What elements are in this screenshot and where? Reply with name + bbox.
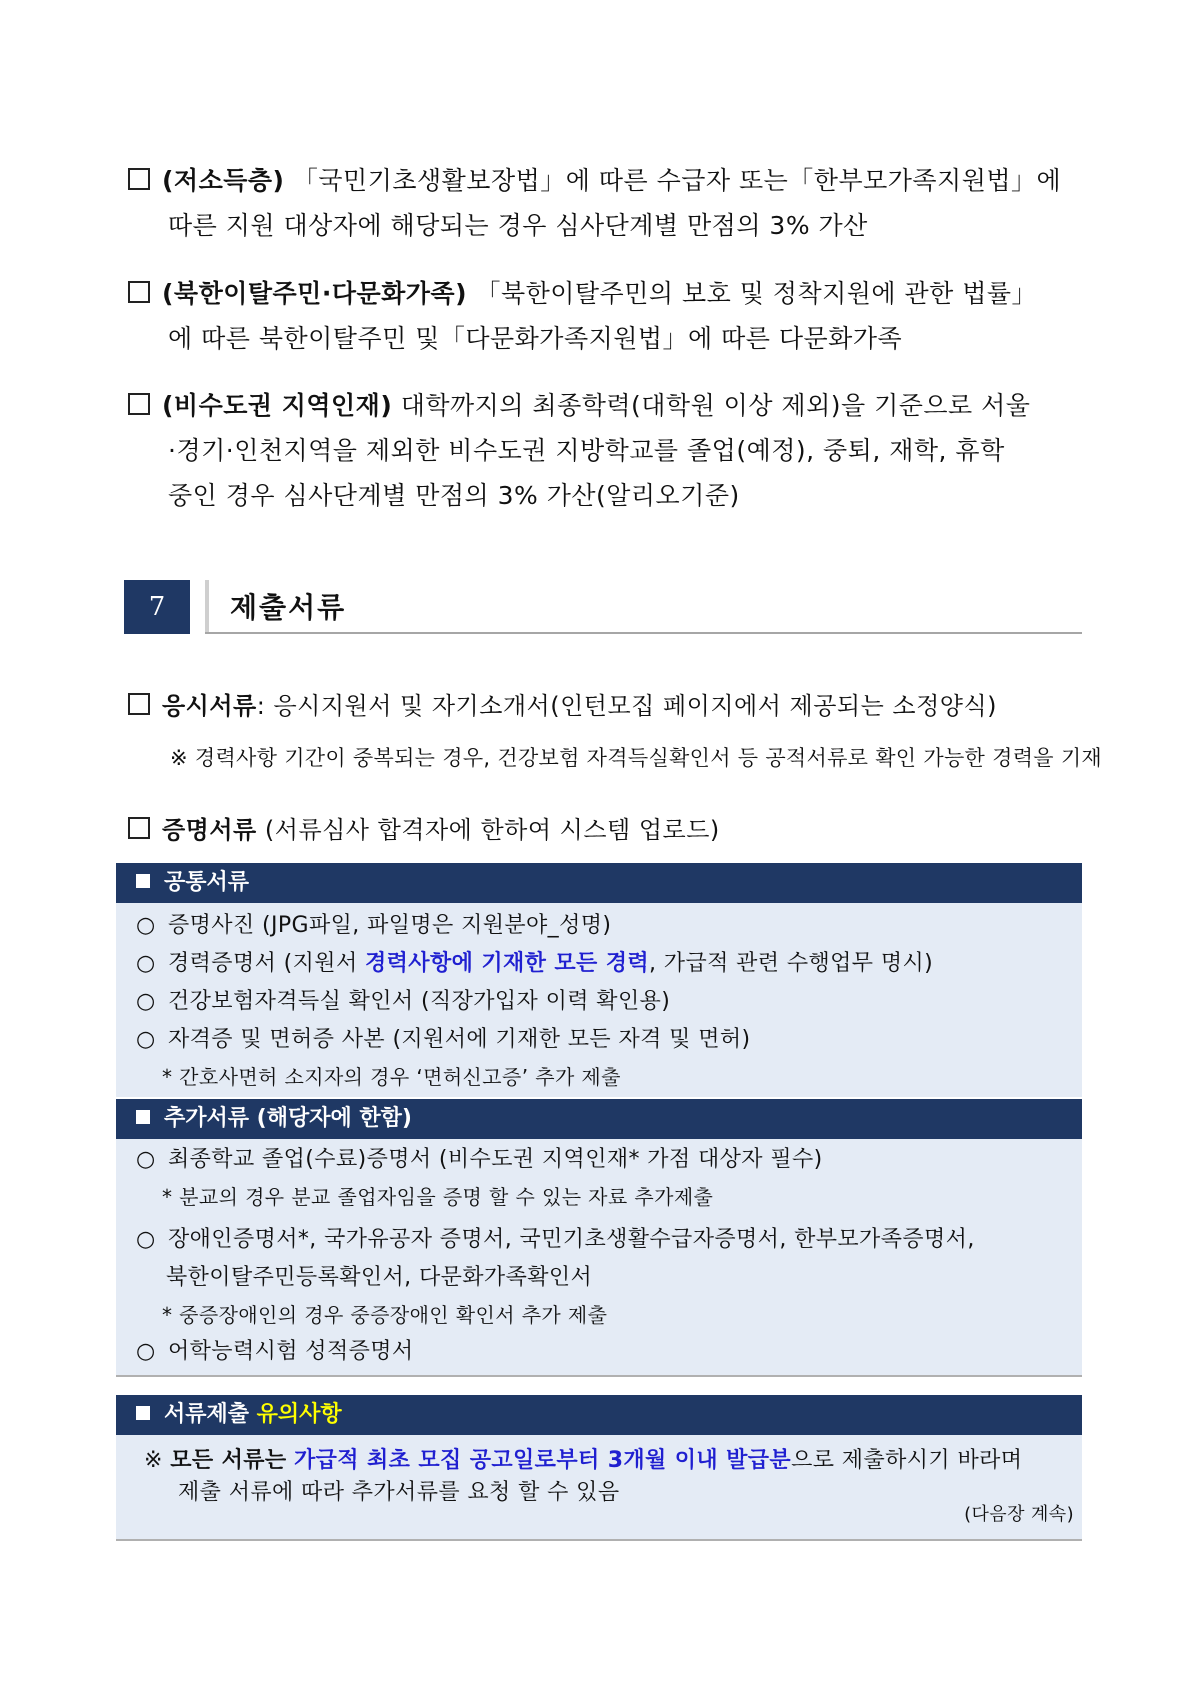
item-label: (저소득층) (162, 166, 285, 195)
item-low-income (128, 158, 1080, 248)
item-text: ·경기·인천지역을 제외한 비수도권 지방학교를 졸업(예정), 중퇴, 재학, 휴학 (168, 436, 1005, 465)
section-heading (124, 580, 1082, 634)
list-item-continued: 북한이탈주민등록확인서, 다문화가족확인서 (166, 1265, 593, 1290)
circle-bullet-icon: ○ (136, 1227, 156, 1252)
square-bullet-icon (136, 1406, 150, 1420)
circle-bullet-icon: ○ (136, 913, 156, 938)
caution-header: 서류제출 유의사항 (116, 1395, 1082, 1435)
circle-bullet-icon: ○ (136, 1027, 156, 1052)
checkbox-icon (128, 168, 150, 190)
continued-note: (다음장 계속) (964, 1504, 1074, 1525)
circle-bullet-icon: ○ (136, 951, 156, 976)
footnote: * 분교의 경우 분교 졸업자임을 증명 할 수 있는 자료 추가제출 (162, 1185, 714, 1209)
item-text: 따른 지원 대상자에 해당되는 경우 심사단계별 만점의 3% 가산 (168, 211, 868, 240)
extra-docs-header: 추가서류 (해당자에 한함) (116, 1099, 1082, 1139)
caution-line-1: ※ 모든 서류는 가급적 최초 모집 공고일로부터 3개월 이내 발급분으로 제출하시기 바라며 (144, 1448, 1023, 1473)
square-bullet-icon (136, 874, 150, 888)
exam-docs-note: ※ 경력사항 기간이 중복되는 경우, 건강보험 자격득실확인서 등 공적서류로 확인 가능한 경력을 기재 (170, 746, 1103, 770)
section-divider (205, 580, 209, 634)
exam-docs (128, 684, 1080, 729)
item-label: (북한이탈주민·다문화가족) (162, 279, 467, 308)
list-item-career: ○ 경력증명서 (지원서 경력사항에 기재한 모든 경력, 가급적 관련 수행업무 명시) (116, 945, 1082, 983)
common-docs-header: 공통서류 (116, 863, 1082, 903)
item-text: 「국민기초생활보장법」에 따른 수급자 또는「한부모가족지원법」에 (292, 166, 1062, 195)
square-bullet-icon (136, 1110, 150, 1124)
caution-highlight: 유의사항 (256, 1402, 342, 1427)
proof-docs-label: 증명서류 (162, 816, 257, 844)
checkbox-icon (128, 393, 150, 415)
item-north-korean-multicultural (128, 271, 1080, 361)
section-rule (205, 632, 1082, 634)
list-item: ○ 최종학교 졸업(수료)증명서 (비수도권 지역인재* 가점 대상자 필수) (116, 1141, 1082, 1179)
exam-docs-text: : 응시지원서 및 자기소개서(인턴모집 페이지에서 제공되는 소정양식) (256, 692, 997, 720)
circle-bullet-icon: ○ (136, 1147, 156, 1172)
reference-mark: ※ (144, 1448, 163, 1473)
list-item: ○ 자격증 및 면허증 사본 (지원서에 기재한 모든 자격 및 면허) (116, 1021, 1082, 1059)
footnote: * 간호사면허 소지자의 경우 ‘면허신고증’ 추가 제출 (162, 1065, 621, 1089)
caution-blue-text: 가급적 최초 모집 공고일로부터 3개월 이내 발급분 (293, 1448, 792, 1473)
caution-panel (116, 1395, 1082, 1541)
footnote: * 중증장애인의 경우 중증장애인 확인서 추가 제출 (162, 1303, 608, 1327)
checkbox-icon (128, 817, 150, 839)
caution-line-2: 제출 서류에 따라 추가서류를 요청 할 수 있음 (178, 1480, 620, 1505)
list-item: ○ 증명사진 (JPG파일, 파일명은 지원분야_성명) (116, 907, 1082, 945)
career-highlight: 경력사항에 기재한 모든 경력 (365, 951, 650, 976)
common-docs-panel (116, 863, 1082, 1097)
list-item: ○ 건강보험자격득실 확인서 (직장가입자 이력 확인용) (116, 983, 1082, 1021)
proof-docs (128, 808, 1080, 853)
extra-docs-panel (116, 1099, 1082, 1377)
item-non-capital-talent (128, 383, 1080, 518)
list-item: ○ 장애인증명서*, 국가유공자 증명서, 국민기초생활수급자증명서, 한부모가족증명서, (116, 1221, 1082, 1259)
item-label: (비수도권 지역인재) (162, 391, 393, 420)
section-number: 7 (124, 580, 190, 634)
checkbox-icon (128, 281, 150, 303)
item-text: 「북한이탈주민의 보호 및 정착지원에 관한 법률」 (475, 279, 1038, 308)
item-text: 중인 경우 심사단계별 만점의 3% 가산(알리오기준) (168, 481, 740, 510)
proof-docs-text: (서류심사 합격자에 한하여 시스템 업로드) (264, 816, 720, 844)
circle-bullet-icon: ○ (136, 989, 156, 1014)
list-item: ○ 어학능력시험 성적증명서 (116, 1333, 1082, 1371)
section-title: 제출서류 (230, 591, 347, 624)
circle-bullet-icon: ○ (136, 1339, 156, 1364)
exam-docs-label: 응시서류 (162, 692, 257, 720)
item-text: 대학까지의 최종학력(대학원 이상 제외)을 기준으로 서울 (400, 391, 1031, 420)
checkbox-icon (128, 693, 150, 715)
item-text: 에 따른 북한이탈주민 및「다문화가족지원법」에 따른 다문화가족 (168, 324, 903, 353)
